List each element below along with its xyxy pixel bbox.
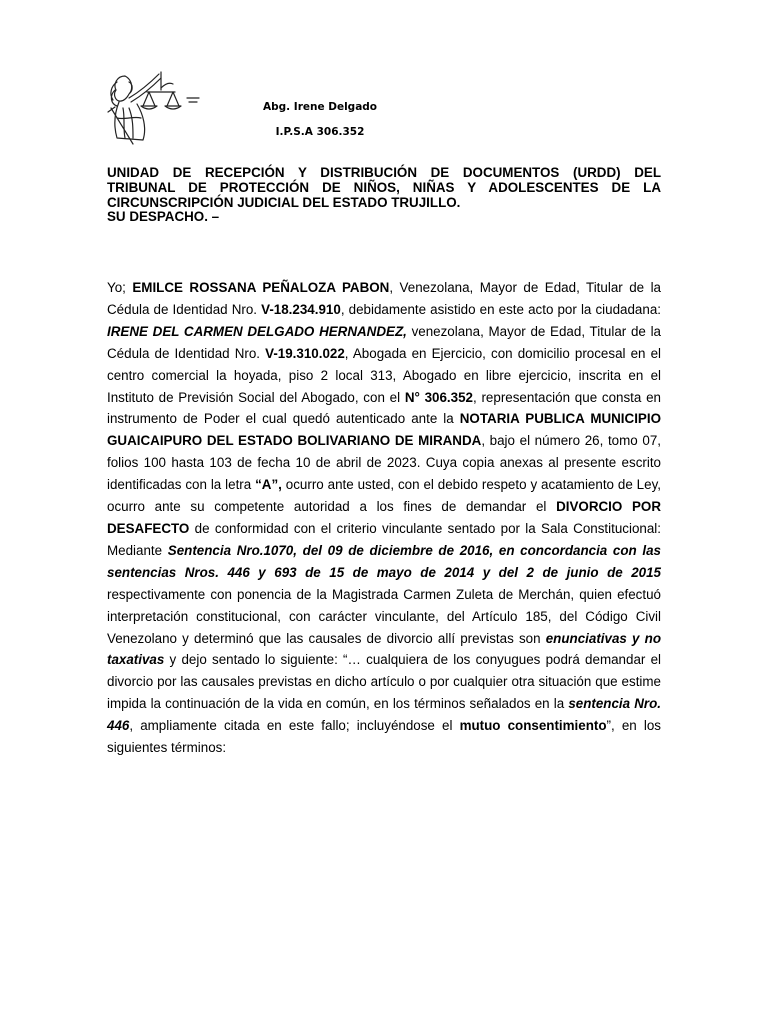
enunciative-phrase: enunciativas y no taxativas <box>107 630 662 668</box>
recipient-line-4: SU DESPACHO. – <box>107 209 220 225</box>
recipient-line-1: UNIDAD DE RECEPCIÓN Y DISTRIBUCIÓN DE DOCUMENTOS (URDD) DEL <box>107 165 661 180</box>
body-text-10: respectivamente con ponencia de la Magistrada Carmen Zuleta de Merchán, quien efectuó interpretación constitucional, con carácter vinculante, del Artículo 185, del Código Civil Venezolano y determinó que las causales de divorcio allí previstas son <box>107 586 661 646</box>
attorney-id: V-19.310.022 <box>265 345 345 361</box>
lady-justice-logo-icon <box>103 68 203 148</box>
body-text-2: , Venezolana, Mayor de Edad, Titular de la Cédula de Identidad Nro. <box>107 280 661 317</box>
body-text-7: , bajo el número 26, tomo 07, folios 100 hasta 103 de fecha 10 de abril de 2023. Cuya copia anexas al presente escrito identificadas con la letra <box>107 433 661 493</box>
petition-body <box>107 277 661 759</box>
mutual-consent: mutuo consentimiento <box>459 718 607 734</box>
body-text-3: , debidamente asistido en este acto por la ciudadana: <box>340 301 661 317</box>
annex-letter: “A”, <box>255 477 282 493</box>
body-text-6: , representación que consta en instrumento de Poder el cual quedó autenticado ante la <box>107 389 661 427</box>
body-text-12: , ampliamente citada en este fallo; incluyéndose el <box>129 718 460 734</box>
ipsa-number: N° 306.352 <box>404 389 473 405</box>
body-text-8: ocurro ante usted, con el debido respeto y acatamiento de Ley, ocurro ante su competente autoridad a los fines de demandar el <box>107 477 661 515</box>
body-text-13: ”, en los siguientes términos: <box>107 718 661 756</box>
attorney-full-name: IRENE DEL CARMEN DELGADO HERNANDEZ, <box>107 323 407 339</box>
petitioner-name: EMILCE ROSSANA PEÑALOZA PABON <box>132 280 390 295</box>
body-text-9: de conformidad con el criterio vinculante sentado por la Sala Constitucional: Mediante <box>107 520 661 558</box>
recipient-block <box>107 166 661 225</box>
ruling-446: sentencia Nro. 446 <box>107 696 661 734</box>
letterhead <box>240 95 400 145</box>
body-text-1: Yo; <box>107 280 133 295</box>
recipient-line-3: CIRCUNSCRIPCIÓN JUDICIAL DEL ESTADO TRUJILLO. <box>107 194 461 210</box>
body-text-4: venezolana, Mayor de Edad, Titular de la Cédula de Identidad Nro. <box>107 323 661 361</box>
attorney-ipsa: I.P.S.A 306.352 <box>275 126 365 138</box>
recipient-line-2: TRIBUNAL DE PROTECCIÓN DE NIÑOS, NIÑAS Y ADOLESCENTES DE LA <box>107 179 661 195</box>
claim-type: DIVORCIO POR DESAFECTO <box>107 499 662 536</box>
ruling-reference: Sentencia Nro.1070, del 09 de diciembre de 2016, en concordancia con las sentencias Nros. 446 y 693 de 15 de mayo de 2014 y del 2 de junio de 2015 <box>107 542 661 580</box>
body-text-11: y dejo sentado lo siguiente: “… cualquiera de los conyugues podrá demandar el divorcio por las causales previstas en dicho artículo o por cualquier otra situación que estime impida la continuación de la vida en común, en los términos señalados en la <box>107 652 661 712</box>
notary-name: NOTARIA PUBLICA MUNICIPIO GUAICAIPURO DEL ESTADO BOLIVARIANO DE MIRANDA <box>107 411 661 449</box>
body-text-5: , Abogada en Ejercicio, con domicilio procesal en el centro comercial la hoyada, piso 2 local 313, Abogado en libre ejercicio, inscrita en el Instituto de Previsión Social del Abogado, con el <box>107 345 662 405</box>
attorney-name: Abg. Irene Delgado <box>262 101 378 113</box>
petitioner-id: V-18.234.910 <box>261 301 341 317</box>
